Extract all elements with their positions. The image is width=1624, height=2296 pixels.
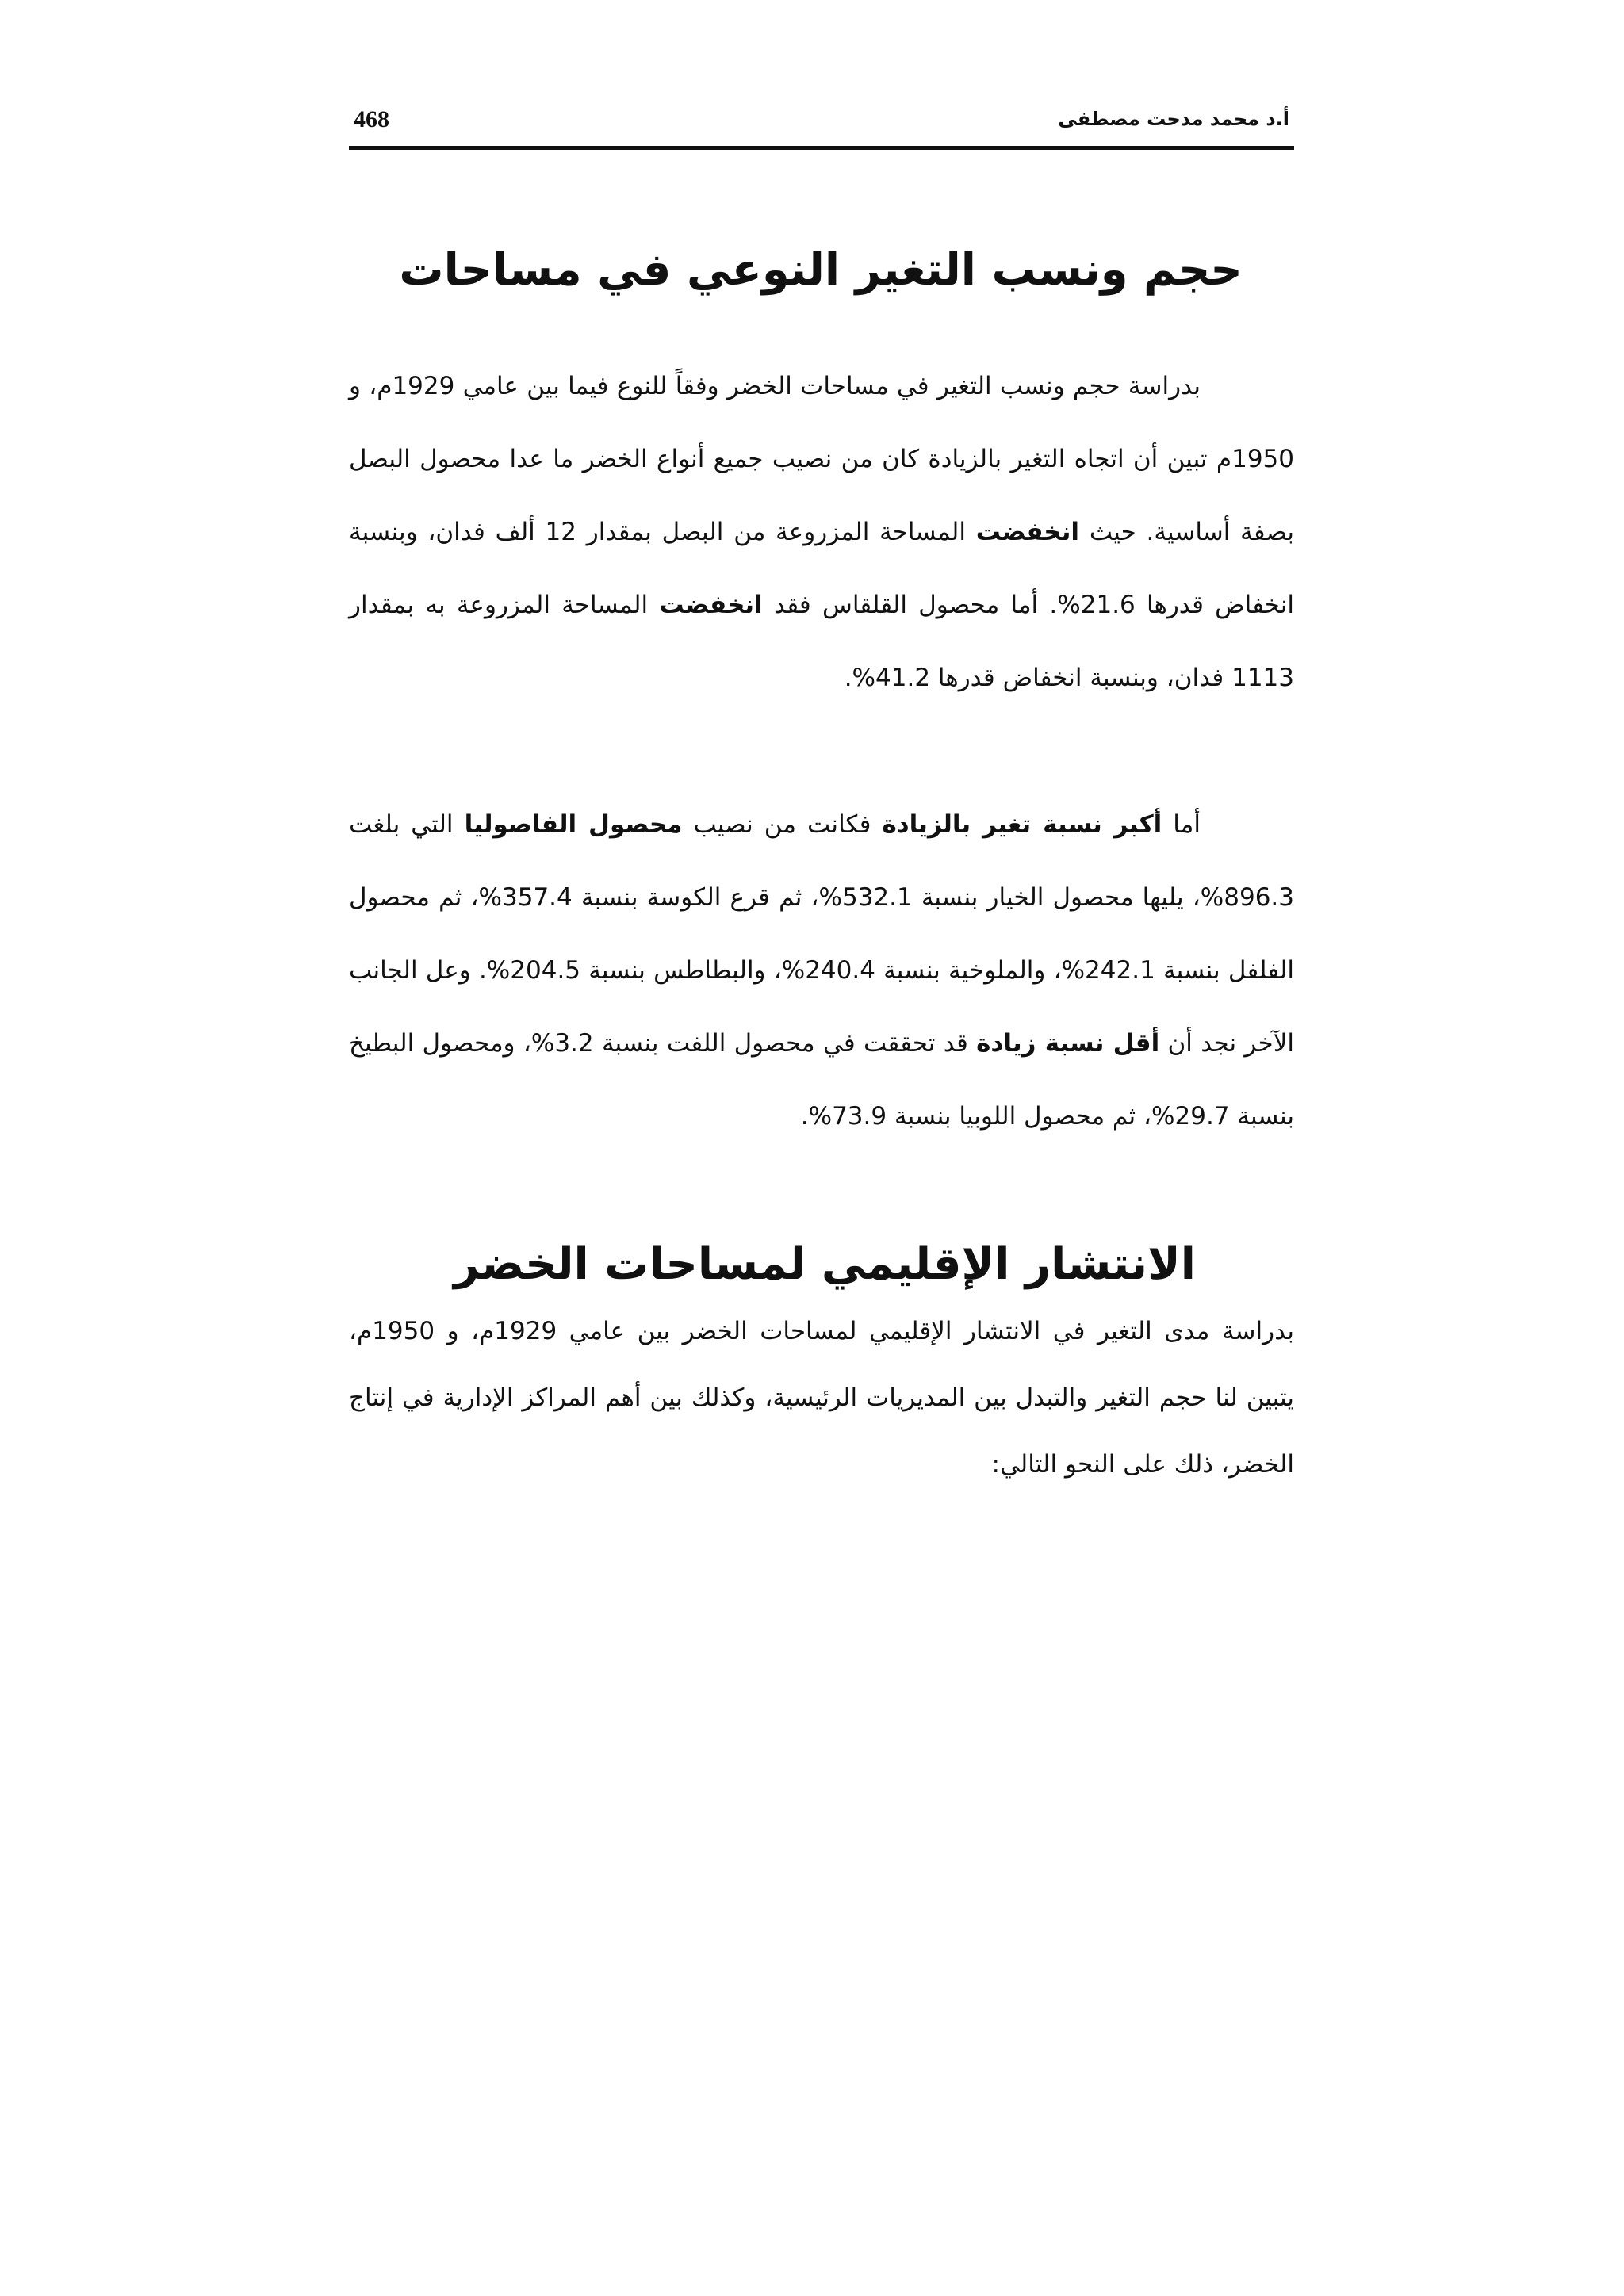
paragraph-2-bold-c: أقل نسبة زيادة — [976, 1029, 1160, 1058]
paragraph-2-bold-a: أكبر نسبة تغير بالزيادة — [882, 810, 1162, 839]
paragraph-2-text-c: التي بلغت 896.3%، يليها محصول الخيار بنسبة 532.1%، ثم قرع الكوسة بنسبة 357.4%، ثم محصول الفلفل بنسبة 242.1%، والملوخية بنسبة 240.4%، والبطاطس بنسبة 204.5%. وعل الجانب الآخر نجد أن — [349, 810, 1294, 1058]
paragraph-2-text-b: فكانت من نصيب — [682, 810, 883, 839]
paragraph-3: بدراسة مدى التغير في الانتشار الإقليمي لمساحات الخضر بين عامي 1929م، و 1950م، يتبين لنا حجم التغير والتبدل بين المديريات الرئيسية، وكذلك بين أهم المراكز الإدارية في إنتاج الخضر، ذلك على النحو التالي: — [349, 1317, 1294, 1479]
section-heading-1: حجم ونسب التغير النوعي في مساحات — [399, 243, 1243, 296]
page-number: 468 — [354, 106, 389, 132]
paragraph-1-bold-a: انخفضت — [975, 518, 1080, 546]
paragraph-2-bold-b: محصول الفاصوليا — [464, 810, 683, 839]
paragraph-1-text-c: المساحة المزروعة به بمقدار 1113 فدان، وبنسبة انخفاض قدرها 41.2%. — [349, 591, 1294, 692]
paragraph-1-text-a: بدراسة حجم ونسب التغير في مساحات الخضر وفقاً للنوع فيما بين عامي 1929م، و 1950م تبين أن اتجاه التغير بالزيادة كان من نصيب جميع أنواع الخضر ما عدا محصول البصل بصفة أساسية. حيث — [349, 372, 1294, 546]
running-header-author: أ.د محمد مدحت مصطفى — [1058, 108, 1289, 130]
paragraph-2-text-d: قد تحققت في محصول اللفت بنسبة 3.2%، ومحصول البطيخ بنسبة 29.7%، ثم محصول اللوبيا بنسبة 73.9%. — [349, 1029, 1294, 1131]
page-header — [349, 101, 1294, 149]
paragraph-1-bold-b: انخفضت — [659, 591, 763, 619]
header-rule — [349, 146, 1294, 150]
paragraph-2 — [349, 788, 1294, 1153]
paragraph-1-text-b: المساحة المزروعة من البصل بمقدار 12 ألف فدان، وبنسبة انخفاض قدرها 21.6%. أما محصول القلقاس فقد — [349, 518, 1295, 619]
paragraph-2-text-a: أما — [1162, 810, 1201, 839]
paragraph-1 — [349, 350, 1294, 714]
section-heading-2: الانتشار الإقليمي لمساحات الخضر — [454, 1238, 1196, 1290]
